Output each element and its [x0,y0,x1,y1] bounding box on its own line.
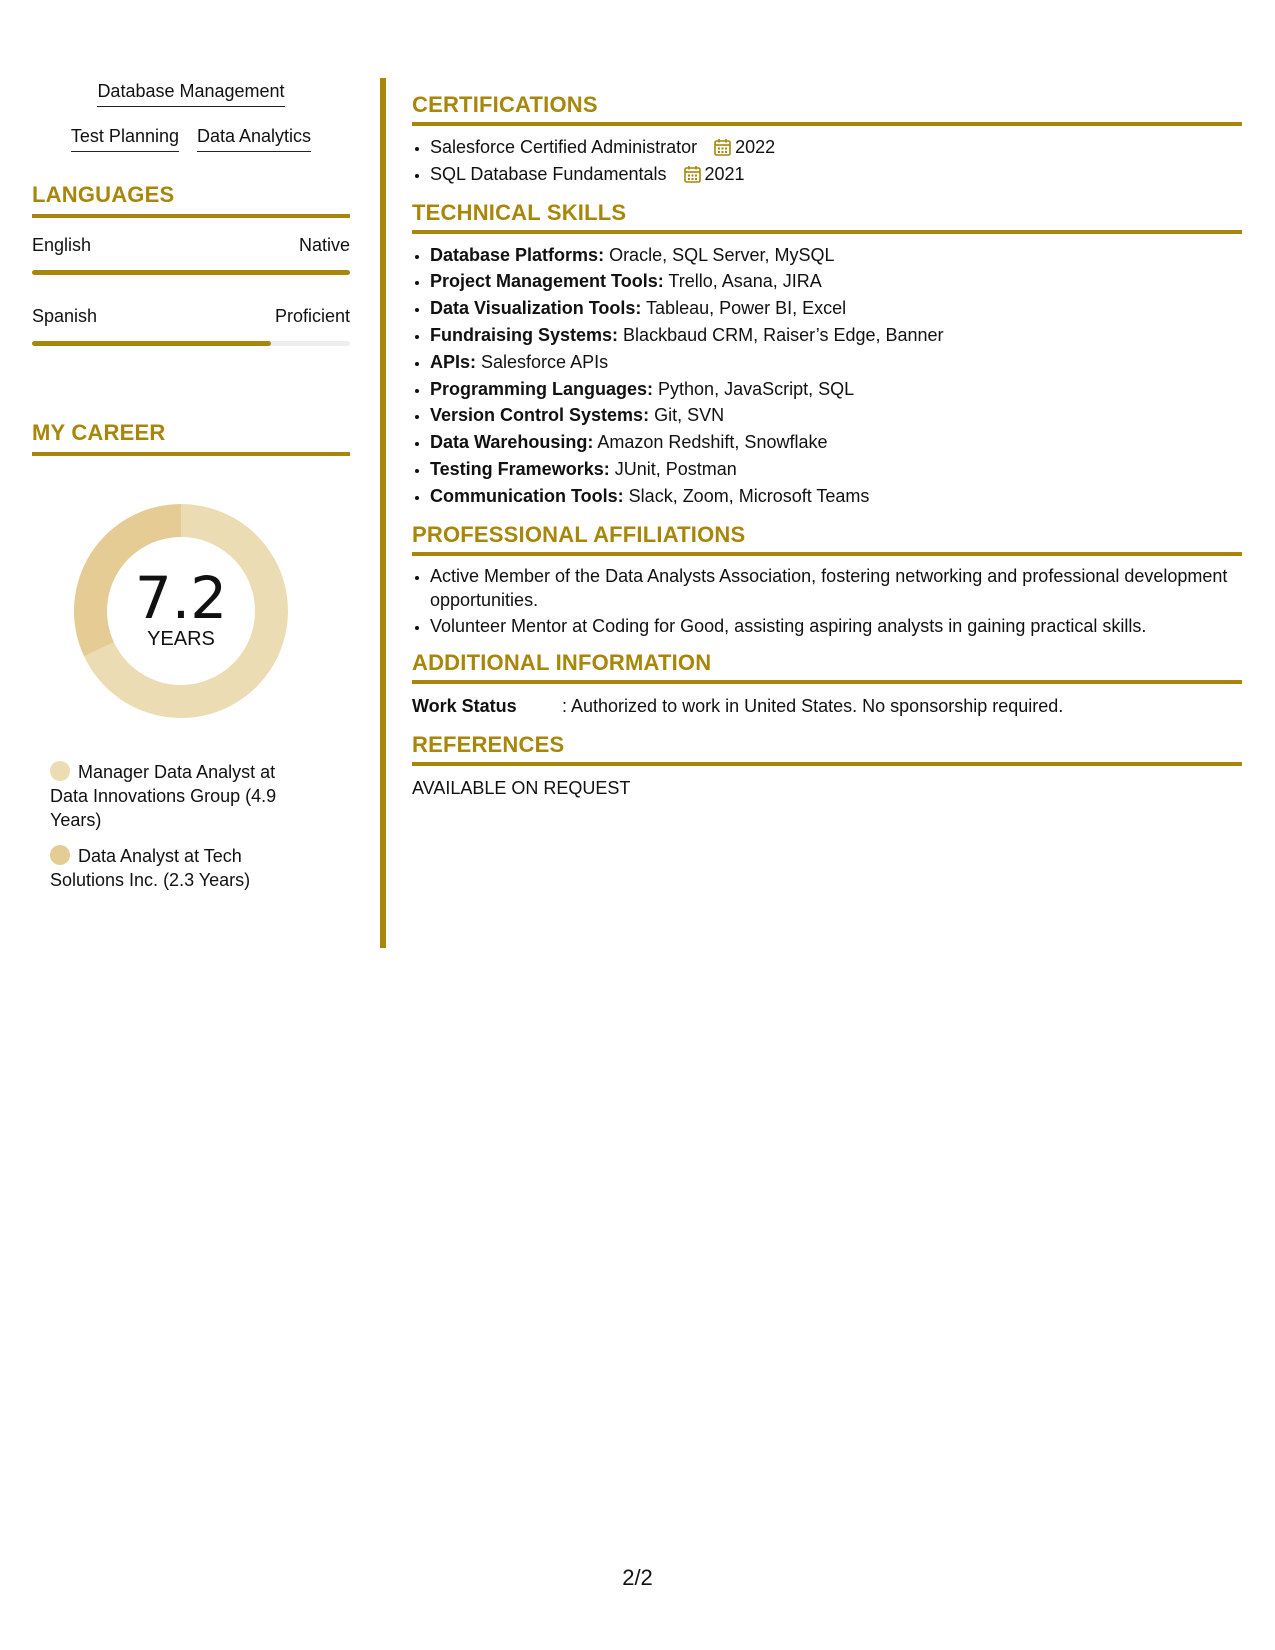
career-heading: MY CAREER [32,420,350,456]
skill-value: Blackbaud CRM, Raiser’s Edge, Banner [618,324,944,345]
skill-tag: Database Management [97,80,284,107]
skill-item [430,242,1242,269]
skill-label: Fundraising Systems: [430,324,619,345]
calendar-icon [684,165,701,183]
skill-value: Oracle, SQL Server, MySQL [604,244,835,265]
skill-item [430,483,1242,510]
language-bar-fill [32,270,350,275]
skill-label: Communication Tools: [430,485,624,506]
skill-value: Tableau, Power BI, Excel [641,298,847,319]
skill-label: Programming Languages: [430,378,654,399]
affiliations-list [412,564,1242,638]
skill-tags-row-1 [32,80,350,107]
work-status-row [412,694,1242,718]
right-column [412,92,1242,800]
career-total-years: 7.2 [134,564,228,632]
affiliations-heading: PROFESSIONAL AFFILIATIONS [412,522,1242,556]
skill-tag: Data Analytics [197,125,311,152]
skill-value: Python, JavaScript, SQL [653,378,855,399]
certification-year: 2022 [735,137,776,157]
technical-skills-list [412,242,1242,510]
skill-label: Testing Frameworks: [430,458,610,479]
skill-value: Amazon Redshift, Snowflake [593,432,828,453]
language-english [32,234,350,275]
skill-tag: Test Planning [71,125,179,152]
skill-item [430,456,1242,483]
legend-dot [50,761,70,781]
skill-item [430,429,1242,456]
certifications-heading: CERTIFICATIONS [412,92,1242,126]
language-bar [32,341,350,346]
skill-value: JUnit, Postman [609,458,737,479]
legend-dot [50,845,70,865]
legend-item [50,760,305,832]
references-heading: REFERENCES [412,732,1242,766]
legend-item [50,844,305,892]
skill-tags-row-2 [32,125,350,152]
language-bar [32,270,350,275]
certification-year: 2021 [704,163,745,184]
page-number: 2/2 [622,1565,653,1590]
work-status-value: : Authorized to work in United States. No sponsorship required. [562,695,1064,716]
work-status-label: Work Status [412,695,517,716]
languages-heading: LANGUAGES [32,182,350,218]
affiliation-item: • Active Member of the Data Analysts Association, fostering networking and professional development opportunities. [430,564,1242,612]
skill-item [430,349,1242,376]
skill-label: Version Control Systems: [430,405,650,426]
references-text: AVAILABLE ON REQUEST [412,777,631,798]
certifications-list [412,134,1242,188]
skill-item [430,376,1242,403]
certification-name: SQL Database Fundamentals [430,163,667,184]
skill-item [430,295,1242,322]
language-name: English [32,235,92,255]
language-level: Native [298,235,350,255]
calendar-icon [714,138,731,156]
language-level: Proficient [274,306,350,326]
skill-value: Trello, Asana, JIRA [663,271,822,292]
certification-item [430,161,1242,188]
skill-label: Database Platforms: [430,244,605,265]
legend-label: Manager Data Analyst at Data Innovations Group (4.9 Years) [50,762,277,830]
skill-item [430,268,1242,295]
skill-value: Slack, Zoom, Microsoft Teams [623,485,870,506]
certification-name: Salesforce Certified Administrator [430,137,698,157]
skill-item [430,402,1242,429]
affiliation-item: • Volunteer Mentor at Coding for Good, assisting aspiring analysts in gaining practical skills. [430,614,1242,638]
career-unit: YEARS [147,628,215,650]
technical-skills-heading: TECHNICAL SKILLS [412,200,1242,234]
additional-info-heading: ADDITIONAL INFORMATION [412,650,1242,684]
skill-value: Git, SVN [649,405,725,426]
career-legend [32,760,350,892]
language-bar-fill [32,341,271,346]
donut-center [66,496,296,726]
skill-label: Data Visualization Tools: [430,298,642,319]
career-donut-chart [66,496,296,726]
skill-label: Data Warehousing: [430,432,594,453]
language-spanish [32,305,350,346]
skill-label: APIs: [430,351,477,372]
language-name: Spanish [32,306,98,326]
skill-label: Project Management Tools: [430,271,664,292]
legend-label: Data Analyst at Tech Solutions Inc. (2.3 Years) [50,846,251,890]
certification-item [430,134,1242,161]
skill-item [430,322,1242,349]
left-column [32,80,350,904]
skill-value: Salesforce APIs [476,351,609,372]
column-divider [380,78,386,948]
